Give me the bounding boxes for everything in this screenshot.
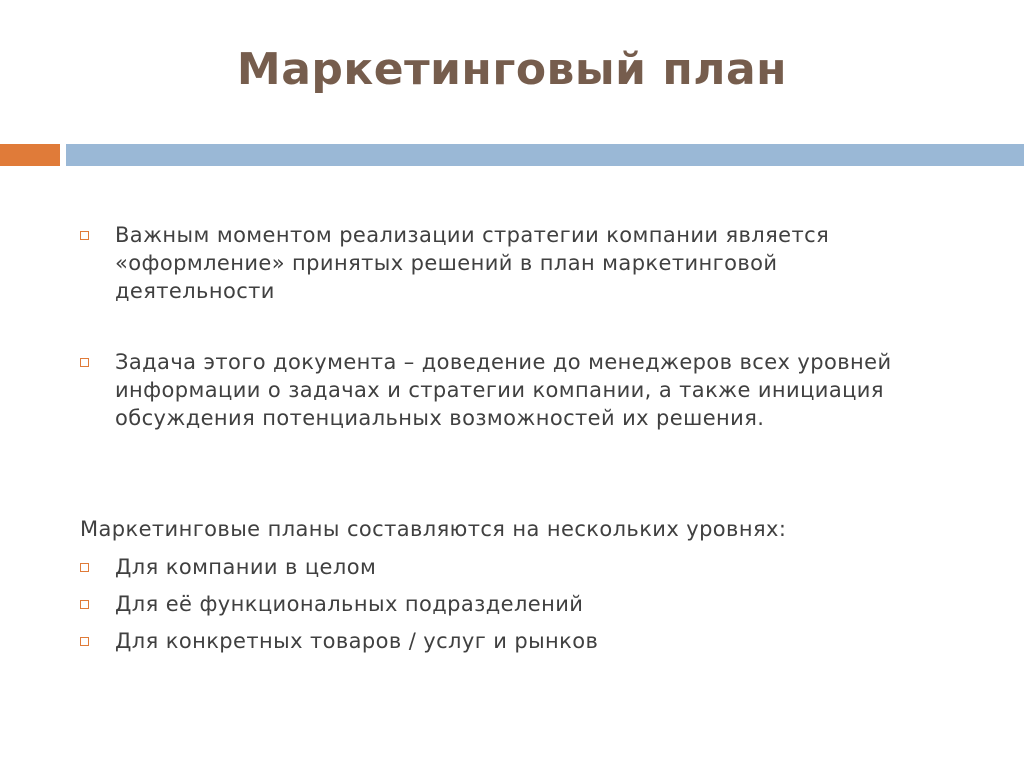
square-bullet-icon [80,231,89,240]
square-bullet-icon [80,637,89,646]
list-item-level [80,590,960,618]
bullet-text-line: «оформление» принятых решений в план маркетинговой [115,251,778,275]
bullet-text-line: Важным моментом реализации стратегии компании является [115,223,830,247]
slide-title: Маркетинговый план [236,44,788,95]
list-item-label: Для конкретных товаров / услуг и рынков [115,629,599,653]
levels-subheading: Маркетинговые планы составляются на нескольких уровнях: [80,517,787,541]
square-bullet-icon [80,600,89,609]
accent-bar-orange [0,144,60,166]
bullet-text-line: Задача этого документа – доведение до менеджеров всех уровней [115,350,892,374]
list-item-label: Для её функциональных подразделений [115,592,584,616]
square-bullet-icon [80,563,89,572]
accent-bar-blue [66,144,1024,166]
bullet-text-line: информации о задачах и стратегии компании, а также инициация [115,378,884,402]
bullet-text-line: деятельности [115,279,275,303]
square-bullet-icon [80,358,89,367]
list-item-level [80,553,960,581]
list-item-level [80,627,960,655]
bullet-text-line: обсуждения потенциальных возможностей их решения. [115,406,765,430]
bullet-item-strategy [80,221,960,305]
list-item-label: Для компании в целом [115,555,377,579]
bullet-item-document-task [80,348,960,432]
